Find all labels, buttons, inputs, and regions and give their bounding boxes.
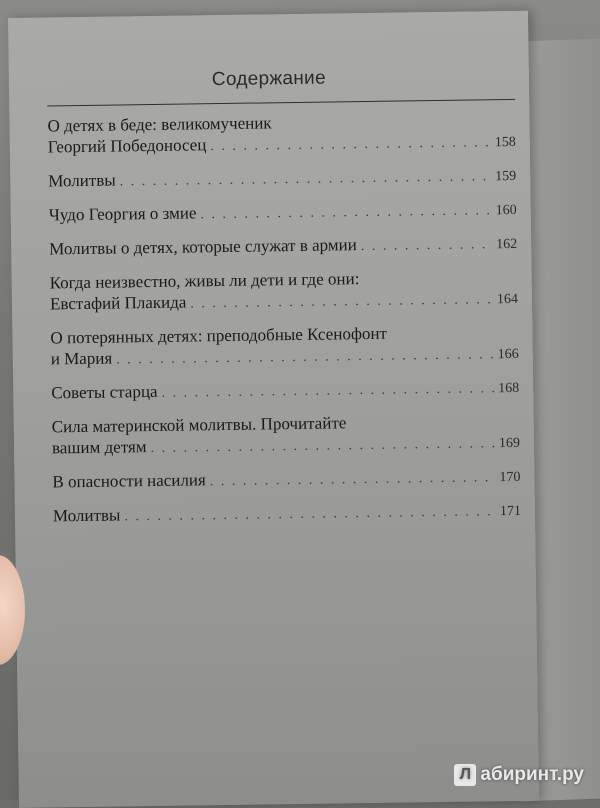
- leader-dots: [361, 234, 493, 257]
- toc-entry-page: 159: [495, 168, 517, 185]
- leader-dots: [200, 200, 492, 225]
- toc-entry-title-line: и Мария: [50, 348, 113, 369]
- toc-entry-page: 171: [499, 503, 522, 520]
- leader-dots: [190, 289, 493, 314]
- toc-entry-title-line: Чудо Георгия о змие: [48, 203, 197, 225]
- leader-dots: [210, 467, 496, 492]
- watermark: [454, 764, 584, 786]
- watermark-text: абиринт.ру: [480, 764, 584, 785]
- toc-entry-title-line: Сила материнской молитвы. Прочитайте: [51, 413, 347, 437]
- book-page: [8, 11, 539, 808]
- toc-entry-title-line: В опасности насилия: [52, 470, 206, 492]
- toc-entry-title-line: Георгий Победоносец: [47, 135, 207, 157]
- labirint-logo-icon: Л: [454, 764, 476, 786]
- toc-entry: [49, 198, 517, 228]
- toc-entry: [47, 109, 516, 160]
- toc-entry: [48, 164, 516, 194]
- toc-entry-title-line: О потерянных детях: преподобные Ксенофонт: [50, 323, 388, 348]
- page-title: Содержание: [211, 67, 327, 91]
- leader-dots: [116, 344, 494, 370]
- toc-entry-page: 170: [499, 469, 521, 486]
- toc-entry-title-line: Молитвы о детях, которые служат в армии: [49, 235, 357, 259]
- toc-entry-title-line: Молитвы: [48, 170, 116, 191]
- header-rule: [47, 99, 515, 107]
- toc-entry-title-line: вашим детям: [51, 437, 147, 458]
- toc-entry: [52, 465, 520, 495]
- toc-entry-page: 169: [498, 435, 521, 452]
- leader-dots: [161, 378, 494, 404]
- toc-entry: [50, 321, 519, 372]
- toc-entry-title-line: Евстафий Плакида: [49, 292, 187, 314]
- toc-entry-page: 158: [494, 134, 516, 151]
- toc-entry-title-line: Советы старца: [51, 381, 158, 403]
- table-of-contents: [47, 109, 521, 539]
- toc-entry-page: 160: [495, 202, 517, 219]
- toc-entry: [53, 499, 521, 529]
- leader-dots: [150, 433, 495, 459]
- toc-entry-page: 164: [496, 291, 519, 308]
- leader-dots: [120, 166, 492, 192]
- toc-entry-title-line: Молитвы: [52, 505, 121, 526]
- leader-dots: [210, 132, 491, 157]
- toc-entry: [52, 410, 521, 461]
- toc-entry-page: 168: [498, 380, 520, 397]
- toc-entry-page: 166: [497, 346, 519, 363]
- toc-entry-title-line: О детях в беде: великомученик: [47, 113, 272, 136]
- toc-entry: [50, 266, 519, 317]
- toc-entry: [51, 376, 519, 406]
- leader-dots: [124, 501, 496, 527]
- toc-entry-title-line: Когда неизвестно, живы ли дети и где они:: [49, 269, 360, 293]
- toc-entry-page: 162: [496, 236, 518, 253]
- toc-entry: [49, 232, 517, 262]
